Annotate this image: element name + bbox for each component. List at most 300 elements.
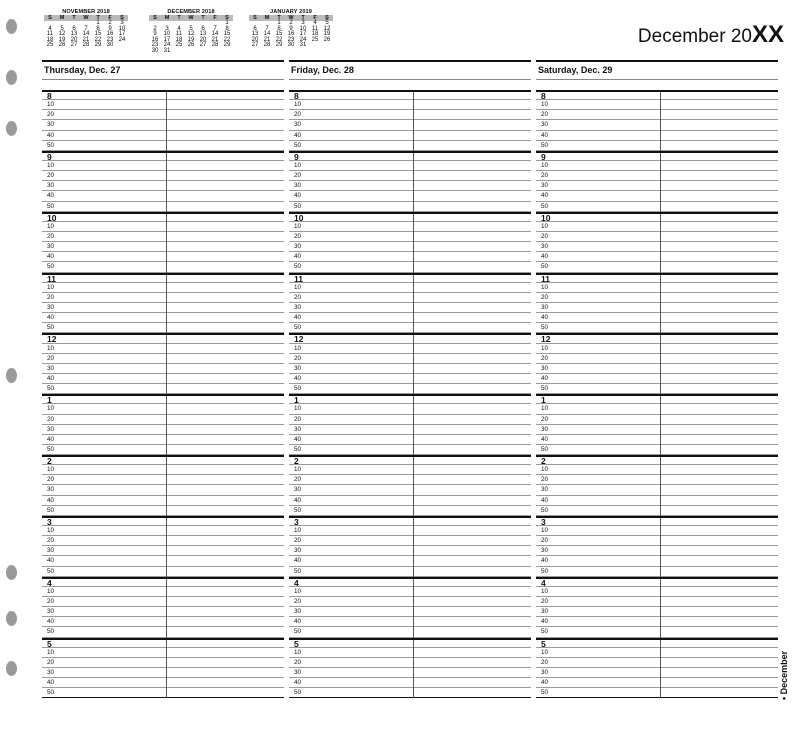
mini-calendar-day: 3 <box>301 20 305 26</box>
minute-slot[interactable]: 20 <box>289 597 531 607</box>
day-column <box>42 60 284 697</box>
minute-slot[interactable]: 40 <box>42 617 284 627</box>
weekday-label: T <box>96 15 100 21</box>
minute-slot[interactable]: 30 <box>42 303 284 313</box>
mini-calendar-day: 29 <box>94 42 102 48</box>
hour-slot[interactable]: 8 <box>289 90 531 100</box>
minute-slot[interactable]: 30 <box>42 607 284 617</box>
minute-slot[interactable]: 30 <box>536 303 778 313</box>
minute-slot[interactable]: 20 <box>536 536 778 546</box>
minute-slot[interactable]: 50 <box>289 202 531 212</box>
minute-slot[interactable]: 10 <box>42 587 284 597</box>
minute-slot[interactable]: 50 <box>289 323 531 333</box>
minute-slot[interactable]: 20 <box>289 475 531 485</box>
hour-slot[interactable]: 12 <box>42 333 284 343</box>
minute-slot[interactable]: 30 <box>42 668 284 678</box>
mini-calendar-day: 22 <box>94 36 102 43</box>
mini-calendar-day: 15 <box>94 31 102 37</box>
minute-slot[interactable]: 50 <box>536 445 778 455</box>
day-header: Friday, Dec. 28 <box>289 60 531 80</box>
minute-slot[interactable]: 10 <box>42 526 284 536</box>
mini-calendar-day: 25 <box>175 42 183 48</box>
minute-slot[interactable]: 40 <box>536 191 778 201</box>
minute-slot[interactable]: 40 <box>536 252 778 262</box>
minute-slot[interactable]: 10 <box>42 648 284 658</box>
minute-slot[interactable]: 10 <box>536 161 778 171</box>
mini-calendar-day: 1 <box>277 20 281 26</box>
minute-slot[interactable]: 50 <box>536 688 778 698</box>
minute-slot[interactable]: 10 <box>536 587 778 597</box>
weekday-label: T <box>277 15 281 21</box>
minute-slot[interactable]: 20 <box>536 293 778 303</box>
hour-slot[interactable]: 9 <box>289 151 531 161</box>
minute-slot[interactable]: 30 <box>536 546 778 556</box>
minute-slot[interactable]: 30 <box>536 120 778 130</box>
mini-calendar-day: 21 <box>211 36 219 43</box>
minute-slot[interactable]: 50 <box>536 141 778 151</box>
minute-slot[interactable]: 40 <box>42 435 284 445</box>
minute-slot[interactable]: 20 <box>42 597 284 607</box>
binder-hole <box>6 661 17 676</box>
weekday-label: M <box>59 15 65 21</box>
minute-slot[interactable]: 50 <box>289 262 531 272</box>
minute-slot[interactable]: 20 <box>42 658 284 668</box>
mini-calendar-day: 4 <box>313 20 317 26</box>
minute-slot[interactable]: 10 <box>42 344 284 354</box>
minute-slot[interactable]: 50 <box>42 323 284 333</box>
minute-slot[interactable]: 10 <box>536 100 778 110</box>
minute-slot[interactable]: 40 <box>42 131 284 141</box>
minute-slot[interactable]: 50 <box>42 567 284 577</box>
minute-slot[interactable]: 40 <box>536 617 778 627</box>
mini-calendar-day <box>209 49 221 55</box>
minute-slot[interactable]: 10 <box>289 648 531 658</box>
weekday-label: T <box>301 15 305 21</box>
minute-slot[interactable]: 40 <box>536 496 778 506</box>
mini-calendar-day: 5 <box>60 25 64 32</box>
mini-calendar-day: 29 <box>223 42 231 48</box>
weekday-label: S <box>120 15 124 21</box>
minute-slot[interactable]: 40 <box>42 678 284 688</box>
minute-slot[interactable]: 20 <box>42 232 284 242</box>
weekday-label: T <box>201 15 205 21</box>
minute-slot[interactable]: 50 <box>289 445 531 455</box>
hour-slot[interactable]: 4 <box>536 577 778 587</box>
minute-slot[interactable]: 40 <box>42 496 284 506</box>
minute-slot[interactable]: 10 <box>536 404 778 414</box>
minute-slot[interactable]: 20 <box>289 232 531 242</box>
minute-slot[interactable]: 40 <box>536 435 778 445</box>
minute-slot[interactable]: 20 <box>536 110 778 120</box>
minute-slot[interactable]: 30 <box>536 425 778 435</box>
mini-calendar-day: 29 <box>275 42 283 48</box>
mini-calendar-day: 17 <box>299 31 307 37</box>
minute-slot[interactable]: 20 <box>536 354 778 364</box>
minute-slot[interactable]: 20 <box>536 658 778 668</box>
minute-slot[interactable]: 10 <box>42 404 284 414</box>
hour-slot[interactable]: 9 <box>42 151 284 161</box>
minute-slot[interactable]: 50 <box>536 567 778 577</box>
minute-slot[interactable]: 50 <box>536 323 778 333</box>
minute-slot[interactable]: 10 <box>289 404 531 414</box>
mini-calendar-day: 6 <box>253 25 257 32</box>
minute-slot[interactable]: 50 <box>289 688 531 698</box>
weekday-label: S <box>253 15 257 21</box>
minute-slot[interactable]: 10 <box>289 344 531 354</box>
mini-calendar-day: 19 <box>58 36 66 43</box>
mini-calendar-day: 17 <box>163 36 171 43</box>
minute-slot[interactable]: 20 <box>536 475 778 485</box>
mini-calendar-day: 14 <box>263 31 271 37</box>
mini-calendar-title: JANUARY 2019 <box>270 9 312 15</box>
minute-slot[interactable]: 50 <box>42 202 284 212</box>
minute-slot[interactable]: 50 <box>42 384 284 394</box>
mini-calendar-day: 20 <box>70 36 78 43</box>
mini-calendar-day: 23 <box>106 36 114 43</box>
minute-slot[interactable]: 50 <box>289 141 531 151</box>
mini-calendar-day: 27 <box>251 42 259 48</box>
binder-hole <box>6 19 17 34</box>
mini-calendar-day: 10 <box>163 31 171 37</box>
minute-slot[interactable]: 40 <box>42 252 284 262</box>
minute-slot[interactable]: 40 <box>289 313 531 323</box>
minute-slot[interactable]: 40 <box>42 556 284 566</box>
mini-calendar-title: DECEMBER 2018 <box>167 9 215 15</box>
mini-calendar-day <box>309 43 321 49</box>
time-slots <box>289 90 531 698</box>
binder-hole <box>6 611 17 626</box>
hour-slot[interactable]: 10 <box>42 212 284 222</box>
minute-slot[interactable]: 20 <box>289 293 531 303</box>
hour-slot[interactable]: 9 <box>536 151 778 161</box>
hour-slot[interactable]: 3 <box>42 516 284 526</box>
minute-slot[interactable]: 10 <box>289 526 531 536</box>
weekday-label: M <box>264 15 270 21</box>
minute-slot[interactable]: 50 <box>42 262 284 272</box>
mini-calendar-day: 25 <box>311 36 319 43</box>
minute-slot[interactable]: 30 <box>289 242 531 252</box>
minute-slot[interactable]: 50 <box>42 445 284 455</box>
minute-slot[interactable]: 40 <box>289 678 531 688</box>
minute-slot[interactable]: 10 <box>536 526 778 536</box>
minute-slot[interactable]: 40 <box>536 313 778 323</box>
minute-slot[interactable]: 50 <box>42 688 284 698</box>
mini-calendar-november <box>44 9 128 49</box>
minute-slot[interactable]: 30 <box>42 181 284 191</box>
weekday-label: W <box>83 15 89 21</box>
month-title-text: December 20 <box>637 26 752 47</box>
minute-slot[interactable]: 20 <box>536 171 778 181</box>
mini-calendar-day: 7 <box>84 25 88 32</box>
mini-calendar-day: 16 <box>106 31 114 37</box>
minute-slot[interactable]: 40 <box>289 374 531 384</box>
mini-calendar-day: 14 <box>82 31 90 37</box>
minute-slot[interactable]: 20 <box>42 354 284 364</box>
minute-slot[interactable]: 10 <box>536 648 778 658</box>
minute-slot[interactable]: 50 <box>42 141 284 151</box>
hour-slot[interactable]: 5 <box>289 638 531 648</box>
mini-calendar-day: 9 <box>108 25 112 32</box>
minute-slot[interactable]: 50 <box>536 202 778 212</box>
mini-calendar-day: 11 <box>311 25 319 32</box>
minute-slot[interactable]: 20 <box>289 658 531 668</box>
minute-slot[interactable]: 50 <box>289 567 531 577</box>
mini-calendar-day: 10 <box>118 25 126 32</box>
hour-slot[interactable]: 10 <box>289 212 531 222</box>
month-title-year-suffix: XX <box>751 21 784 48</box>
mini-calendar-day: 24 <box>299 36 307 43</box>
minute-slot[interactable]: 50 <box>536 506 778 516</box>
minute-slot[interactable]: 40 <box>289 131 531 141</box>
minute-slot[interactable]: 30 <box>289 485 531 495</box>
minute-slot[interactable]: 10 <box>536 283 778 293</box>
minute-slot[interactable]: 30 <box>536 181 778 191</box>
weekday-label: F <box>213 15 217 21</box>
minute-slot[interactable]: 40 <box>289 556 531 566</box>
hour-slot[interactable]: 5 <box>42 638 284 648</box>
minute-slot[interactable]: 50 <box>536 384 778 394</box>
day-header: Thursday, Dec. 27 <box>42 60 284 80</box>
binder-holes <box>0 0 30 733</box>
minute-slot[interactable]: 30 <box>289 425 531 435</box>
minute-slot[interactable]: 30 <box>289 120 531 130</box>
hour-slot[interactable]: 12 <box>536 333 778 343</box>
minute-slot[interactable]: 20 <box>289 415 531 425</box>
mini-calendar-day: 4 <box>177 25 181 32</box>
mini-calendar-day: 3 <box>165 25 169 32</box>
minute-slot[interactable]: 10 <box>536 344 778 354</box>
minute-slot[interactable]: 40 <box>536 556 778 566</box>
binder-hole <box>6 565 17 580</box>
mini-calendar-day: 10 <box>299 25 307 32</box>
mini-calendar-day: 6 <box>72 25 76 32</box>
minute-slot[interactable]: 40 <box>42 313 284 323</box>
minute-slot[interactable]: 30 <box>289 546 531 556</box>
mini-calendar-day: 23 <box>287 36 295 43</box>
minute-slot[interactable]: 40 <box>289 191 531 201</box>
minute-slot[interactable]: 40 <box>289 435 531 445</box>
hour-slot[interactable]: 1 <box>42 394 284 404</box>
minute-slot[interactable]: 20 <box>289 110 531 120</box>
minute-slot[interactable]: 40 <box>289 496 531 506</box>
mini-calendar-day: 30 <box>151 47 159 54</box>
time-slots <box>42 90 284 698</box>
minute-slot[interactable]: 10 <box>289 283 531 293</box>
mini-calendar-day: 18 <box>46 36 54 43</box>
weekday-label: S <box>225 15 229 21</box>
hour-slot[interactable]: 10 <box>536 212 778 222</box>
minute-slot[interactable]: 20 <box>42 536 284 546</box>
minute-slot[interactable]: 20 <box>42 293 284 303</box>
minute-slot[interactable]: 10 <box>42 465 284 475</box>
minute-slot[interactable]: 50 <box>536 262 778 272</box>
minute-slot[interactable]: 50 <box>42 506 284 516</box>
hour-slot[interactable]: 2 <box>289 455 531 465</box>
minute-slot[interactable]: 10 <box>536 465 778 475</box>
hour-slot[interactable]: 2 <box>42 455 284 465</box>
weekday-label: F <box>313 15 317 21</box>
month-side-tab: • December <box>779 650 789 700</box>
hour-slot[interactable]: 1 <box>536 394 778 404</box>
mini-calendar-day: 28 <box>82 42 90 48</box>
minute-slot[interactable]: 20 <box>289 171 531 181</box>
minute-slot[interactable]: 10 <box>42 161 284 171</box>
minute-slot[interactable]: 30 <box>42 546 284 556</box>
hour-slot[interactable]: 11 <box>536 273 778 283</box>
time-slots <box>536 90 778 698</box>
minute-slot[interactable]: 30 <box>289 181 531 191</box>
minute-slot[interactable]: 40 <box>289 617 531 627</box>
minute-slot[interactable]: 30 <box>289 364 531 374</box>
mini-calendar-day: 16 <box>287 31 295 37</box>
minute-slot[interactable]: 10 <box>42 222 284 232</box>
minute-slot[interactable]: 20 <box>289 354 531 364</box>
mini-calendar-day: 13 <box>251 31 259 37</box>
hour-slot[interactable]: 1 <box>289 394 531 404</box>
minute-slot[interactable]: 40 <box>536 374 778 384</box>
minute-slot[interactable]: 10 <box>289 100 531 110</box>
minute-slot[interactable]: 50 <box>289 627 531 637</box>
mini-calendar-day: 31 <box>299 42 307 48</box>
mini-calendar-day: 5 <box>325 20 329 26</box>
month-title <box>638 23 784 49</box>
mini-calendar-day: 24 <box>118 36 126 43</box>
minute-slot[interactable]: 30 <box>536 485 778 495</box>
minute-slot[interactable]: 30 <box>536 607 778 617</box>
mini-calendar-day: 12 <box>187 31 195 37</box>
mini-calendar-day: 16 <box>151 36 159 43</box>
mini-calendar-day: 11 <box>46 31 54 37</box>
mini-calendar-day <box>116 43 128 49</box>
mini-calendar-day: 8 <box>225 25 229 32</box>
mini-calendar-december <box>149 9 233 54</box>
hour-slot[interactable]: 11 <box>42 273 284 283</box>
mini-calendar-day: 18 <box>311 31 319 37</box>
mini-calendar-day: 28 <box>263 42 271 48</box>
hour-slot[interactable]: 8 <box>536 90 778 100</box>
minute-slot[interactable]: 30 <box>42 425 284 435</box>
hour-slot[interactable]: 5 <box>536 638 778 648</box>
mini-calendar-day: 27 <box>70 42 78 48</box>
minute-slot[interactable]: 40 <box>536 131 778 141</box>
mini-calendar-day: 6 <box>201 25 205 32</box>
hour-slot[interactable]: 2 <box>536 455 778 465</box>
minute-slot[interactable]: 40 <box>42 191 284 201</box>
minute-slot[interactable]: 20 <box>289 536 531 546</box>
mini-calendar-day: 27 <box>199 42 207 48</box>
minute-slot[interactable]: 10 <box>289 465 531 475</box>
mini-calendar-day: 13 <box>70 31 78 37</box>
weekday-label: W <box>188 15 194 21</box>
weekday-label: T <box>72 15 76 21</box>
hour-slot[interactable]: 3 <box>536 516 778 526</box>
minute-slot[interactable]: 10 <box>289 587 531 597</box>
minute-slot[interactable]: 30 <box>536 668 778 678</box>
mini-calendar-days <box>44 21 128 49</box>
mini-calendar-day: 15 <box>275 31 283 37</box>
mini-calendar-day: 7 <box>213 25 217 32</box>
mini-calendar-day: 19 <box>187 36 195 43</box>
hour-slot[interactable]: 11 <box>289 273 531 283</box>
minute-slot[interactable]: 50 <box>289 506 531 516</box>
minute-slot[interactable]: 50 <box>42 627 284 637</box>
minute-slot[interactable]: 30 <box>536 364 778 374</box>
minute-slot[interactable]: 30 <box>289 607 531 617</box>
minute-slot[interactable]: 10 <box>289 222 531 232</box>
minute-slot[interactable]: 10 <box>289 161 531 171</box>
minute-slot[interactable]: 20 <box>536 597 778 607</box>
mini-calendar-day: 21 <box>82 36 90 43</box>
mini-calendar-day: 2 <box>108 20 112 26</box>
mini-calendar-day: 14 <box>211 31 219 37</box>
minute-slot[interactable]: 30 <box>289 668 531 678</box>
minute-slot[interactable]: 20 <box>42 110 284 120</box>
hour-slot[interactable]: 4 <box>42 577 284 587</box>
minute-slot[interactable]: 20 <box>42 475 284 485</box>
mini-calendar-day: 2 <box>289 20 293 26</box>
mini-calendar-day: 26 <box>323 36 331 43</box>
minute-slot[interactable]: 10 <box>42 100 284 110</box>
mini-calendar-day: 26 <box>58 42 66 48</box>
minute-slot[interactable]: 50 <box>289 384 531 394</box>
mini-calendar-day <box>197 49 209 55</box>
binder-hole <box>6 368 17 383</box>
mini-calendar-day: 12 <box>323 25 331 32</box>
mini-calendar-day: 24 <box>163 42 171 48</box>
minute-slot[interactable]: 30 <box>42 120 284 130</box>
minute-slot[interactable]: 30 <box>42 242 284 252</box>
mini-calendar-day <box>321 43 333 49</box>
mini-calendar-day: 7 <box>265 25 269 32</box>
minute-slot[interactable]: 40 <box>42 374 284 384</box>
mini-calendar-day: 9 <box>153 31 157 37</box>
binder-hole <box>6 70 17 85</box>
weekday-label: S <box>325 15 329 21</box>
mini-calendar-days <box>249 21 333 49</box>
minute-slot[interactable]: 30 <box>42 485 284 495</box>
mini-calendar-day: 1 <box>225 20 229 26</box>
mini-calendar-day: 2 <box>153 25 157 32</box>
minute-slot[interactable]: 20 <box>42 171 284 181</box>
minute-slot[interactable]: 30 <box>289 303 531 313</box>
hour-slot[interactable]: 8 <box>42 90 284 100</box>
hour-slot[interactable]: 4 <box>289 577 531 587</box>
mini-calendar-day <box>173 49 185 55</box>
mini-calendar-day: 4 <box>48 25 52 32</box>
weekday-label: T <box>177 15 181 21</box>
weekday-label: F <box>108 15 112 21</box>
mini-calendar-day <box>221 49 233 55</box>
mini-calendar-day: 31 <box>163 47 171 54</box>
minute-slot[interactable]: 40 <box>289 252 531 262</box>
hour-slot[interactable]: 12 <box>289 333 531 343</box>
minute-slot[interactable]: 20 <box>536 232 778 242</box>
weekday-label: W <box>288 15 294 21</box>
minute-slot[interactable]: 30 <box>42 364 284 374</box>
mini-calendar-day: 8 <box>277 25 281 32</box>
minute-slot[interactable]: 20 <box>42 415 284 425</box>
minute-slot[interactable]: 30 <box>536 242 778 252</box>
minute-slot[interactable]: 50 <box>536 627 778 637</box>
mini-calendar-day: 15 <box>223 31 231 37</box>
minute-slot[interactable]: 10 <box>536 222 778 232</box>
minute-slot[interactable]: 40 <box>536 678 778 688</box>
minute-slot[interactable]: 10 <box>42 283 284 293</box>
mini-calendar-day: 17 <box>118 31 126 37</box>
mini-calendar-day: 1 <box>96 20 100 26</box>
minute-slot[interactable]: 20 <box>536 415 778 425</box>
hour-slot[interactable]: 3 <box>289 516 531 526</box>
